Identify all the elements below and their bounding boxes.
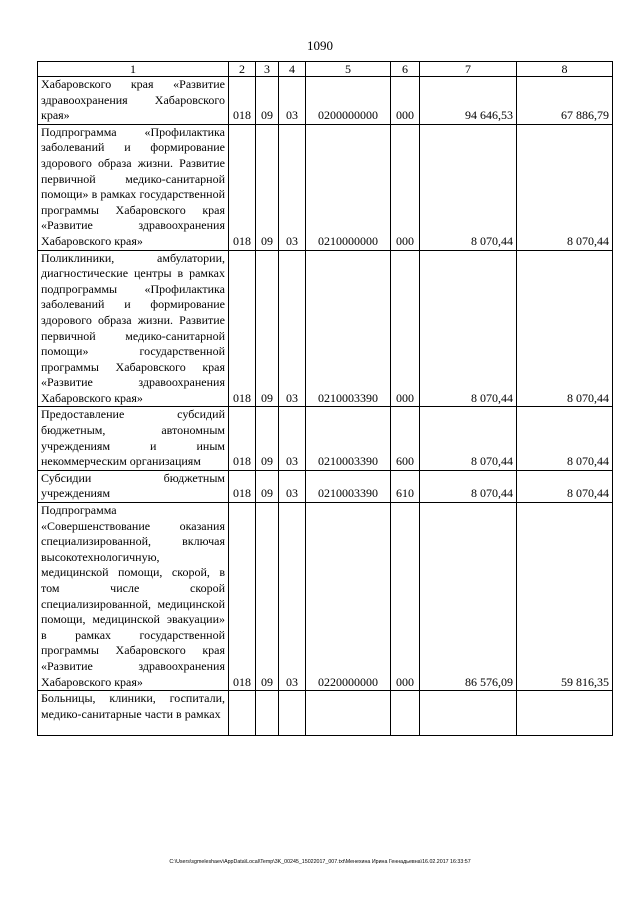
table-row	[38, 250, 613, 407]
row-subsection-code: 03	[279, 407, 306, 470]
table-row	[38, 470, 613, 502]
row-subsection-code: 03	[279, 124, 306, 250]
row-amount-2: 8 070,44	[517, 124, 613, 250]
row-ministry-code: 018	[229, 470, 256, 502]
row-amount-2	[517, 691, 613, 736]
row-name: Хабаровского края «Развитие здравоохранения Хабаровского края»	[38, 77, 229, 125]
col-header-3: 3	[256, 62, 279, 77]
row-amount-1: 94 646,53	[420, 77, 517, 125]
row-ministry-code: 018	[229, 77, 256, 125]
row-amount-2: 8 070,44	[517, 470, 613, 502]
row-expense-type-code: 000	[391, 250, 420, 407]
row-section-code	[256, 691, 279, 736]
col-header-6: 6	[391, 62, 420, 77]
row-amount-1: 8 070,44	[420, 124, 517, 250]
row-ministry-code	[229, 691, 256, 736]
row-section-code: 09	[256, 124, 279, 250]
row-subsection-code: 03	[279, 503, 306, 691]
row-amount-1: 8 070,44	[420, 250, 517, 407]
file-path-footer: C:\Users\sgmeleshaev\AppData\Local\Temp\3K_00245_15022017_007.txt\Менехина Ирина Геннадьевна\16.02.2017 16:33:57	[169, 859, 471, 865]
row-amount-1: 8 070,44	[420, 470, 517, 502]
row-subsection-code: 03	[279, 470, 306, 502]
row-target-code: 0210003390	[306, 470, 391, 502]
row-ministry-code: 018	[229, 503, 256, 691]
col-header-2: 2	[229, 62, 256, 77]
row-ministry-code: 018	[229, 407, 256, 470]
col-header-7: 7	[420, 62, 517, 77]
table-row	[38, 124, 613, 250]
row-subsection-code	[279, 691, 306, 736]
col-header-5: 5	[306, 62, 391, 77]
row-ministry-code: 018	[229, 250, 256, 407]
row-amount-2: 8 070,44	[517, 407, 613, 470]
row-expense-type-code	[391, 691, 420, 736]
header-row	[38, 62, 613, 77]
row-target-code: 0210003390	[306, 407, 391, 470]
page-number: 1090	[307, 38, 333, 53]
row-expense-type-code: 000	[391, 124, 420, 250]
row-expense-type-code: 600	[391, 407, 420, 470]
row-section-code: 09	[256, 407, 279, 470]
row-target-code: 0220000000	[306, 503, 391, 691]
row-expense-type-code: 000	[391, 503, 420, 691]
row-amount-2: 59 816,35	[517, 503, 613, 691]
row-section-code: 09	[256, 77, 279, 125]
budget-table	[37, 61, 613, 736]
table-row	[38, 691, 613, 736]
row-target-code	[306, 691, 391, 736]
row-target-code: 0200000000	[306, 77, 391, 125]
table-row	[38, 503, 613, 691]
row-name: Подпрограмма «Профилактика заболеваний и формирование здорового образа жизни. Развитие первичной медико-санитарной помощи» в рамках государственной программы Хабаровского края «Развитие здравоохранения Хабаровского края»	[38, 124, 229, 250]
row-amount-1: 86 576,09	[420, 503, 517, 691]
col-header-1: 1	[38, 62, 229, 77]
col-header-8: 8	[517, 62, 613, 77]
row-expense-type-code: 000	[391, 77, 420, 125]
row-name: Предоставление субсидий бюджетным, автономным учреждениям и иным некоммерческим организациям	[38, 407, 229, 470]
row-subsection-code: 03	[279, 77, 306, 125]
row-target-code: 0210000000	[306, 124, 391, 250]
table-row	[38, 407, 613, 470]
table-row	[38, 77, 613, 125]
row-section-code: 09	[256, 470, 279, 502]
row-section-code: 09	[256, 503, 279, 691]
row-amount-2: 67 886,79	[517, 77, 613, 125]
row-subsection-code: 03	[279, 250, 306, 407]
row-ministry-code: 018	[229, 124, 256, 250]
row-target-code: 0210003390	[306, 250, 391, 407]
row-name: Субсидии бюджетным учреждениям	[38, 470, 229, 502]
row-amount-1	[420, 691, 517, 736]
row-name: Поликлиники, амбулатории, диагностические центры в рамках подпрограммы «Профилактика заболеваний и формирование здорового образа жизни. Развитие первичной медико-санитарной помощи» государственной программы Хабаровского края «Развитие здравоохранения Хабаровского края»	[38, 250, 229, 407]
row-expense-type-code: 610	[391, 470, 420, 502]
row-section-code: 09	[256, 250, 279, 407]
col-header-4: 4	[279, 62, 306, 77]
row-amount-1: 8 070,44	[420, 407, 517, 470]
row-name: Подпрограмма «Совершенствование оказания специализированной, включая высокотехнологичную, медицинской помощи, скорой, в том числе скорой специализированной, медицинской помощи, медицинской эвакуации» в рамках государственной программы Хабаровского края «Развитие здравоохранения Хабаровского края»	[38, 503, 229, 691]
row-name: Больницы, клиники, госпитали, медико-санитарные части в рамках	[38, 691, 229, 736]
row-amount-2: 8 070,44	[517, 250, 613, 407]
